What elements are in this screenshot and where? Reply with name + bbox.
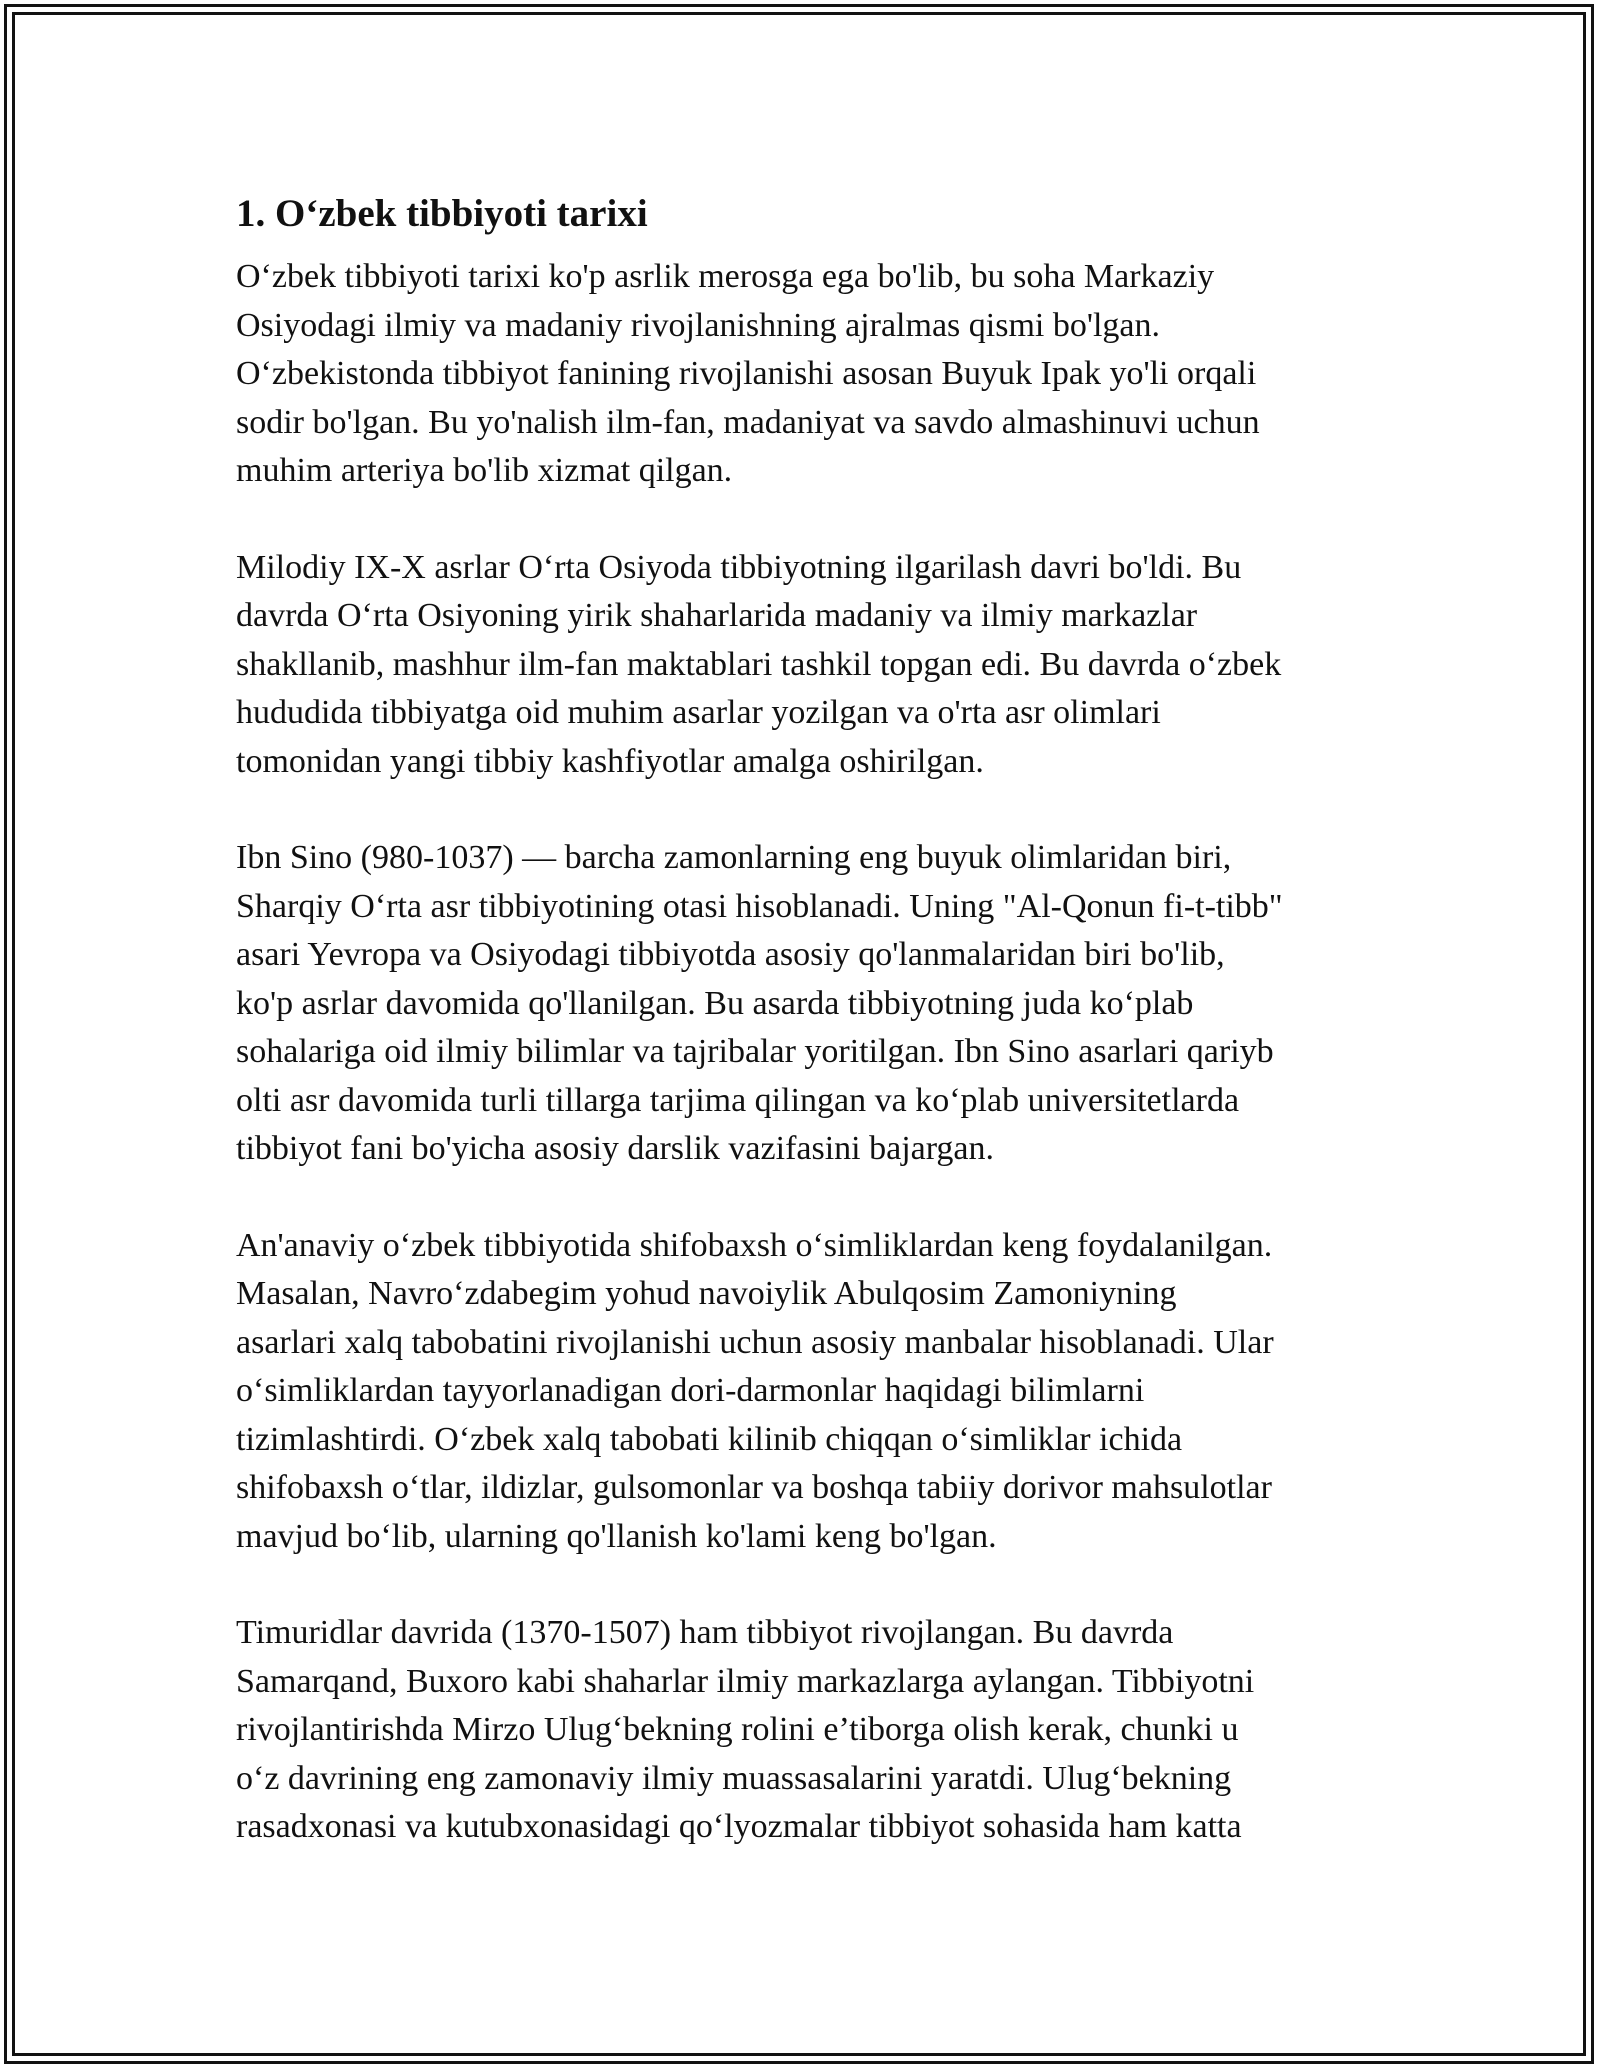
text-line: ko'p asrlar davomida qo'llanilgan. Bu asarda tibbiyotning juda ko‘plab [236, 984, 1194, 1022]
text-line: Masalan, Navro‘zdabegim yohud navoiylik Abulqosim Zamoniyning [236, 1275, 1177, 1312]
text-line: Ibn Sino (980-1037) — barcha zamonlarning eng buyuk olimlaridan biri, [236, 839, 1232, 876]
text-line: mavjud bo‘lib, ularning qo'llanish ko'lami keng bo'lgan. [236, 1517, 997, 1555]
text-line: tibbiyot fani bo'yicha asosiy darslik vazifasini bajargan. [236, 1130, 995, 1167]
section-title: 1. O‘zbek tibbiyoti tarixi [236, 192, 648, 235]
text-line: Sharqiy O‘rta asr tibbiyotining otasi hisoblanadi. Uning "Al-Qonun fi-t-tibb" [236, 887, 1283, 925]
text-line: rasadxonasi va kutubxonasidagi qo‘lyozmalar tibbiyot sohasida ham katta [236, 1808, 1242, 1845]
text-line: asarlari xalq tabobatini rivojlanishi uchun asosiy manbalar hisoblanadi. Ular [236, 1323, 1274, 1361]
text-line: shakllanib, mashhur ilm-fan maktablari tashkil topgan edi. Bu davrda o‘zbek [236, 645, 1282, 683]
document-body [236, 187, 1376, 1900]
text-line: Osiyodagi ilmiy va madaniy rivojlanishning ajralmas qismi bo'lgan. [236, 306, 1160, 344]
text-line: hududida tibbiyatga oid muhim asarlar yozilgan va o'rta asr olimlari [236, 694, 1161, 731]
text-line: Timuridlar davrida (1370-1507) ham tibbiyot rivojlangan. Bu davrda [236, 1614, 1174, 1651]
text-line: muhim arteriya bo'lib xizmat qilgan. [236, 452, 733, 489]
text-line: olti asr davomida turli tillarga tarjima qilingan va ko‘plab universitetlarda [236, 1081, 1240, 1119]
text-line: sodir bo'lgan. Bu yo'nalish ilm-fan, madaniyat va savdo almashinuvi uchun [236, 403, 1260, 441]
text-line: rivojlantirishda Mirzo Ulug‘bekning rolini e’tiborga olish kerak, chunki u [236, 1711, 1239, 1748]
paragraph-3 [236, 834, 1376, 1174]
paragraph-2 [236, 544, 1376, 787]
paragraph-4 [236, 1222, 1376, 1562]
text-line: tizimlashtirdi. O‘zbek xalq tabobati kilinib chiqqan o‘simliklar ichida [236, 1420, 1183, 1458]
text-line: O‘zbek tibbiyoti tarixi ko'p asrlik merosga ega bo'lib, bu soha Markaziy [236, 258, 1215, 295]
text-line: asari Yevropa va Osiyodagi tibbiyotda asosiy qo'lanmalaridan biri bo'lib, [236, 936, 1225, 973]
text-line: O‘zbekistonda tibbiyot fanining rivojlanishi asosan Buyuk Ipak yo'li orqali [236, 355, 1257, 392]
text-line: o‘simliklardan tayyorlanadigan dori-darmonlar haqidagi bilimlarni [236, 1372, 1145, 1409]
paragraph-1 [236, 253, 1376, 496]
text-line: davrda O‘rta Osiyoning yirik shaharlarida madaniy va ilmiy markazlar [236, 597, 1198, 634]
text-line: o‘z davrining eng zamonaviy ilmiy muassasalarini yaratdi. Ulug‘bekning [236, 1759, 1232, 1797]
text-line: Milodiy IX-X asrlar O‘rta Osiyoda tibbiyotning ilgarilash davri bo'ldi. Bu [236, 548, 1242, 586]
text-line: An'anaviy o‘zbek tibbiyotida shifobaxsh o‘simliklardan keng foydalanilgan. [236, 1226, 1273, 1264]
paragraph-5 [236, 1609, 1376, 1852]
text-line: sohalariga oid ilmiy bilimlar va tajribalar yoritilgan. Ibn Sino asarlari qariyb [236, 1033, 1274, 1070]
text-line: shifobaxsh o‘tlar, ildizlar, gulsomonlar va boshqa tabiiy dorivor mahsulotlar [236, 1469, 1272, 1506]
text-line: tomonidan yangi tibbiy kashfiyotlar amalga oshirilgan. [236, 742, 984, 780]
text-line: Samarqand, Buxoro kabi shaharlar ilmiy markazlarga aylangan. Tibbiyotni [236, 1662, 1255, 1700]
